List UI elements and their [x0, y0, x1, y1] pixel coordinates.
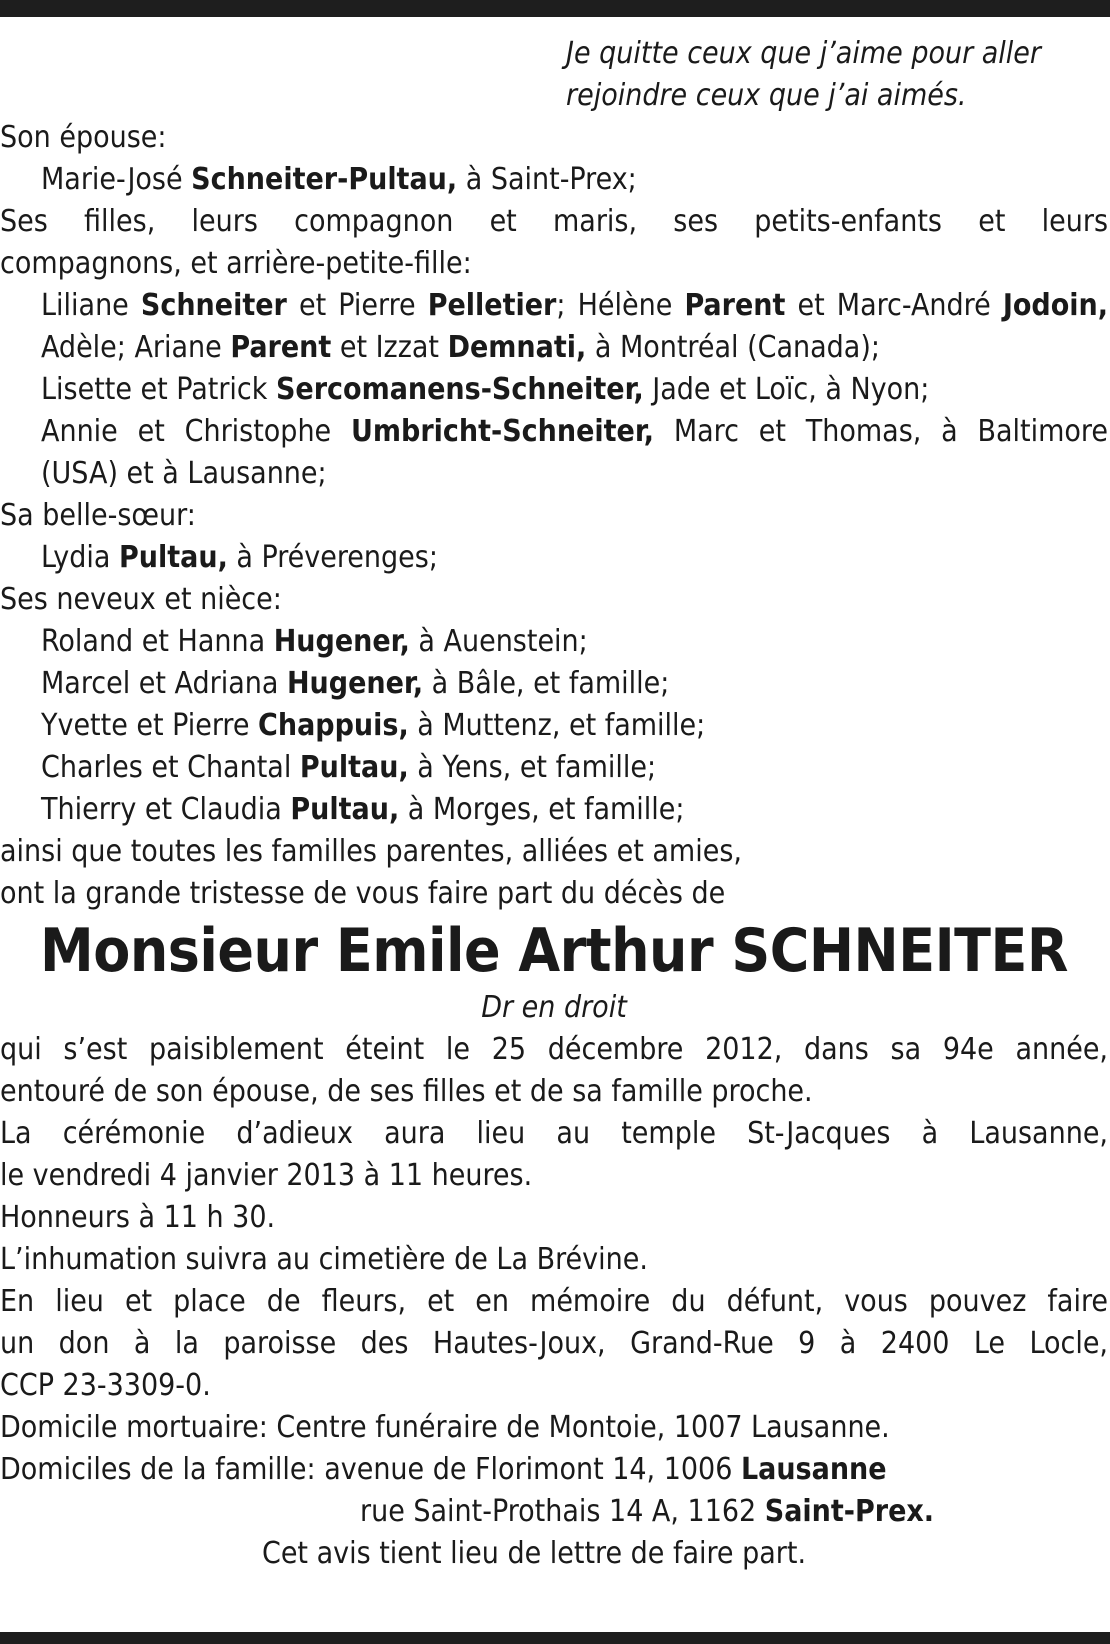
top-rule: [0, 0, 1110, 17]
families-line: ainsi que toutes les familles parentes, alliées et amies,: [0, 834, 742, 869]
first-name: Yvette et Pierre: [41, 708, 259, 743]
first-name: Lydia: [41, 540, 119, 575]
first-name: Charles et Chantal: [41, 750, 300, 785]
spouse-label: Son épouse:: [0, 120, 167, 155]
family-name: Pelletier: [427, 288, 557, 323]
daughters-label: Ses filles, leurs compagnon et maris, ses petits-enfants et leurs: [0, 204, 1108, 239]
first-name: Marie-José: [41, 162, 192, 197]
nephew-entry: [0, 789, 1108, 831]
location: à Bâle, et famille;: [423, 666, 670, 701]
family-name: Pultau,: [119, 540, 228, 575]
location: à Muttenz, et famille;: [408, 708, 706, 743]
family-name: Parent: [684, 288, 786, 323]
mortuary-line: Domicile mortuaire: Centre funéraire de Montoie, 1007 Lausanne.: [0, 1410, 890, 1445]
location: à Yens, et famille;: [408, 750, 657, 785]
entry-text: et Izzat: [331, 330, 448, 365]
epigraph: [566, 33, 1108, 117]
family-name: Hugener,: [273, 624, 410, 659]
honours-line: Honneurs à 11 h 30.: [0, 1200, 276, 1235]
family-name: Pultau,: [299, 750, 409, 785]
location: à Auenstein;: [409, 624, 588, 659]
family-name: Parent: [230, 330, 332, 365]
ceremony-line: La cérémonie d’adieux aura lieu au temple St-Jacques à Lausanne,: [0, 1116, 1108, 1151]
address-city: Lausanne: [740, 1452, 887, 1487]
entry-text: à Montréal (Canada);: [586, 330, 880, 365]
nephew-entry: [0, 663, 1108, 705]
location: à Préverenges;: [227, 540, 438, 575]
family-name: Hugener,: [286, 666, 424, 701]
bottom-rule: [0, 1632, 1110, 1644]
nephews-label: Ses neveux et nièce:: [0, 582, 282, 617]
entry-text: et Marc-André: [785, 288, 1003, 323]
family-name: Sercomanens-Schneiter,: [275, 372, 644, 407]
first-name: Roland et Hanna: [41, 624, 274, 659]
donation-line: un don à la paroisse des Hautes-Joux, Grand-Rue 9 à 2400 Le Locle,: [0, 1326, 1108, 1361]
entry-text: Jade et Loïc, à Nyon;: [643, 372, 930, 407]
location: à Saint-Prex;: [457, 162, 637, 197]
donation-line: CCP 23-3309-0.: [0, 1368, 211, 1403]
nephew-entry: [0, 621, 1108, 663]
address-text: rue Saint-Prothais 14 A, 1162: [360, 1494, 765, 1529]
daughter-entry-cont: (USA) et à Lausanne;: [41, 456, 327, 491]
first-name: Thierry et Claudia: [41, 792, 291, 827]
entry-text: Lisette et Patrick: [41, 372, 276, 407]
location: à Morges, et famille;: [399, 792, 685, 827]
family-name: Schneiter: [140, 288, 287, 323]
family-name: Umbricht-Schneiter,: [350, 414, 655, 449]
family-name: Jodoin,: [1002, 288, 1108, 323]
sister-in-law-entry: [0, 537, 1108, 579]
obituary-text: [0, 33, 1108, 1575]
family-name: Pultau,: [290, 792, 400, 827]
family-name: Schneiter-Pultau,: [191, 162, 458, 197]
death-line: qui s’est paisiblement éteint le 25 décembre 2012, dans sa 94e année,: [0, 1032, 1108, 1067]
daughter-entry: [0, 285, 1108, 369]
entry-text: Annie et Christophe: [41, 414, 351, 449]
epigraph-line: rejoindre ceux que j’ai aimés.: [566, 78, 967, 113]
address-city: Saint-Prex.: [764, 1494, 935, 1529]
address-text: Domiciles de la famille: avenue de Florimont 14, 1006: [0, 1452, 741, 1487]
nephew-entry: [0, 705, 1108, 747]
announce-line: ont la grande tristesse de vous faire part du décès de: [0, 876, 726, 911]
spouse-entry: [0, 159, 1108, 201]
daughters-label-cont: compagnons, et arrière-petite-fille:: [0, 246, 472, 281]
deceased-title: Dr en droit: [481, 990, 627, 1025]
family-home-line: [0, 1449, 1108, 1491]
deceased-name: Monsieur Emile Arthur SCHNEITER: [40, 916, 1068, 986]
daughter-entry: [0, 369, 1108, 411]
entry-text: Adèle; Ariane: [41, 330, 231, 365]
sister-in-law-label: Sa belle-sœur:: [0, 498, 196, 533]
family-name: Chappuis,: [258, 708, 409, 743]
closing-line: Cet avis tient lieu de lettre de faire part.: [261, 1536, 807, 1571]
daughter-entry: [0, 411, 1108, 453]
donation-line: En lieu et place de fleurs, et en mémoire du défunt, vous pouvez faire: [0, 1284, 1108, 1319]
family-name: Demnati,: [447, 330, 587, 365]
entry-text: et Pierre: [286, 288, 428, 323]
ceremony-line: le vendredi 4 janvier 2013 à 11 heures.: [0, 1158, 533, 1193]
entry-text: Liliane: [41, 288, 141, 323]
burial-line: L’inhumation suivra au cimetière de La Brévine.: [0, 1242, 648, 1277]
nephew-entry: [0, 747, 1108, 789]
entry-text: Marc et Thomas, à Baltimore: [654, 414, 1108, 449]
family-home-line: [0, 1491, 1108, 1533]
first-name: Marcel et Adriana: [41, 666, 287, 701]
epigraph-line: Je quitte ceux que j’aime pour aller: [566, 36, 1041, 71]
death-line: entouré de son épouse, de ses filles et de sa famille proche.: [0, 1074, 813, 1109]
entry-text: ; Hélène: [556, 288, 685, 323]
